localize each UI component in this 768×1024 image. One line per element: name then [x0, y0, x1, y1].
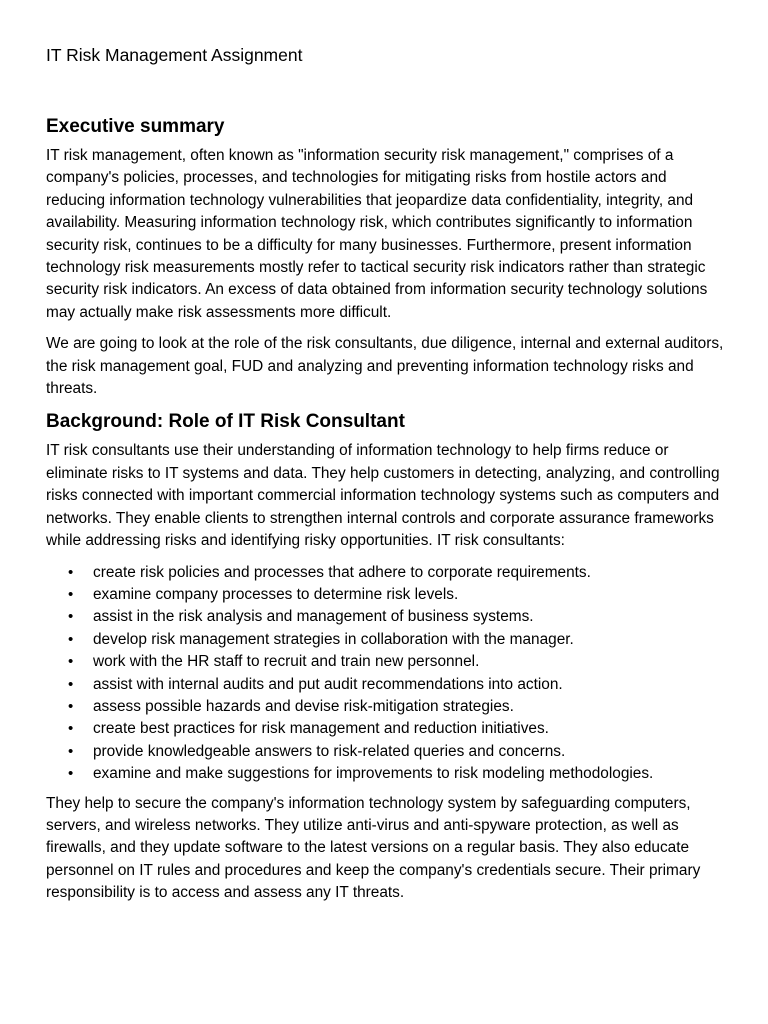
list-item-text: develop risk management strategies in collaboration with the manager. [93, 630, 574, 648]
bullet-icon: • [68, 720, 74, 738]
section-heading: Executive summary [46, 116, 225, 137]
bullet-icon: • [68, 742, 74, 760]
body-paragraph: IT risk management, often known as "information security risk management," comprises of a company's policies, processes, and technologies for mitigating risks from hostile actors and reducing information technology vulnerabilities that jeopardize data confidentiality, integrity, and availability. Measuring information technology risk, which contributes significantly to information security risk, continues to be a difficulty for many businesses. Furthermore, present information technology risk measurements mostly refer to tactical security risk indicators rather than strategic security risk indicators. An excess of data obtained from information security technology solutions may actually make risk assessments more difficult. [46, 147, 708, 321]
list-item [46, 562, 726, 584]
list-item-text: examine and make suggestions for improvements to risk modeling methodologies. [93, 765, 654, 783]
executive-summary-section [46, 114, 726, 400]
list-item-text: provide knowledgeable answers to risk-related queries and concerns. [93, 742, 566, 760]
bullet-icon: • [68, 563, 74, 581]
bullet-icon: • [68, 630, 74, 648]
list-item [46, 763, 726, 785]
list-item [46, 584, 726, 606]
bullet-icon: • [68, 697, 74, 715]
list-item [46, 674, 726, 696]
document-body [46, 114, 726, 914]
list-item [46, 629, 726, 651]
body-paragraph: We are going to look at the role of the risk consultants, due diligence, internal and external auditors, the risk management goal, FUD and analyzing and preventing information technology risks and threats. [46, 335, 724, 398]
responsibilities-list [46, 562, 726, 786]
list-item [46, 651, 726, 673]
bullet-icon: • [68, 765, 74, 783]
bullet-icon: • [68, 675, 74, 693]
list-item [46, 696, 726, 718]
list-item-text: create best practices for risk management and reduction initiatives. [93, 720, 549, 738]
list-item [46, 718, 726, 740]
list-item-text: assist with internal audits and put audit recommendations into action. [93, 675, 563, 693]
bullet-icon: • [68, 608, 74, 626]
list-item-text: work with the HR staff to recruit and train new personnel. [93, 653, 480, 671]
background-section [46, 409, 726, 904]
bullet-icon: • [68, 653, 74, 671]
list-item-text: assist in the risk analysis and management of business systems. [93, 608, 534, 626]
list-item-text: assess possible hazards and devise risk-mitigation strategies. [93, 697, 514, 715]
list-item [46, 741, 726, 763]
document-title: IT Risk Management Assignment [46, 45, 303, 65]
bullet-icon: • [68, 585, 74, 603]
list-item [46, 606, 726, 628]
body-paragraph: They help to secure the company's information technology system by safeguarding computers, servers, and wireless networks. They utilize anti-virus and anti-spyware protection, as well as firewalls, and they update software to the latest versions on a regular basis. They also educate personnel on IT rules and procedures and keep the company's credentials secure. Their primary responsibility is to access and assess any IT threats. [46, 794, 701, 902]
section-heading: Background: Role of IT Risk Consultant [46, 411, 405, 433]
list-item-text: create risk policies and processes that adhere to corporate requirements. [93, 563, 591, 581]
body-paragraph: IT risk consultants use their understanding of information technology to help firms reduce or eliminate risks to IT systems and data. They help customers in detecting, analyzing, and controlling risks connected with important commercial information technology systems such as computers and networks. They enable clients to strengthen internal controls and corporate assurance frameworks while addressing risks and identifying risky opportunities. IT risk consultants: [46, 442, 720, 550]
list-item-text: examine company processes to determine risk levels. [93, 585, 459, 603]
